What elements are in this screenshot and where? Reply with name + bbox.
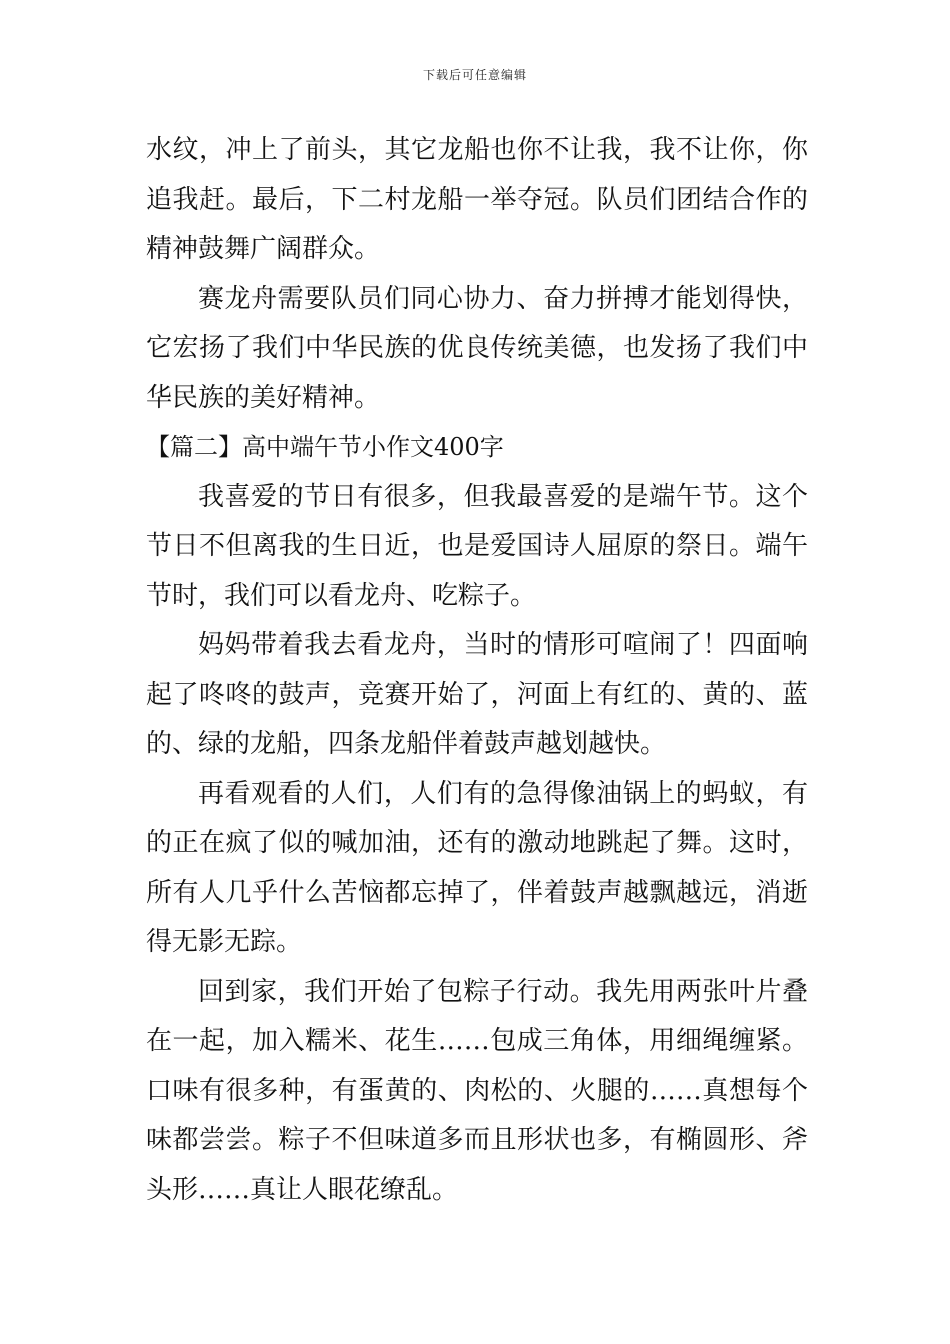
page-header-note: 下载后可任意编辑 xyxy=(422,68,527,82)
paragraph-2: 我喜爱的节日有很多，但我最喜爱的是端午节。这个节日不但离我的生日近，也是爱国诗人屈原的祭日。端午节时，我们可以看龙舟、吃粽子。 xyxy=(146,481,808,611)
section-heading: 【篇二】高中端午节小作文400字 xyxy=(146,433,504,461)
continued-paragraph: 水纹，冲上了前头，其它龙船也你不让我，我不让你，你追我赶。最后，下二村龙船一举夺冠。队员们团结合作的精神鼓舞广阔群众。 xyxy=(146,135,808,264)
paragraph-3: 妈妈带着我去看龙舟，当时的情形可喧闹了！四面响起了咚咚的鼓声，竞赛开始了，河面上有红的、黄的、蓝的、绿的龙船，四条龙船伴着鼓声越划越快。 xyxy=(146,630,808,759)
paragraph-4: 再看观看的人们，人们有的急得像油锅上的蚂蚁，有的正在疯了似的喊加油，还有的激动地跳起了舞。这时，所有人几乎什么苦恼都忘掉了，伴着鼓声越飘越远，消逝得无影无踪。 xyxy=(146,778,808,957)
paragraph-5: 回到家，我们开始了包粽子行动。我先用两张叶片叠在一起，加入糯米、花生……包成三角体，用细绳缠紧。口味有很多种，有蛋黄的、肉松的、火腿的……真想每个味都尝尝。粽子不但味道多而且形状也多，有椭圆形、斧头形……真让人眼花缭乱。 xyxy=(146,976,808,1205)
document-body xyxy=(146,126,808,1215)
paragraph-1: 赛龙舟需要队员们同心协力、奋力拼搏才能划得快，它宏扬了我们中华民族的优良传统美德，也发扬了我们中华民族的美好精神。 xyxy=(146,283,808,413)
